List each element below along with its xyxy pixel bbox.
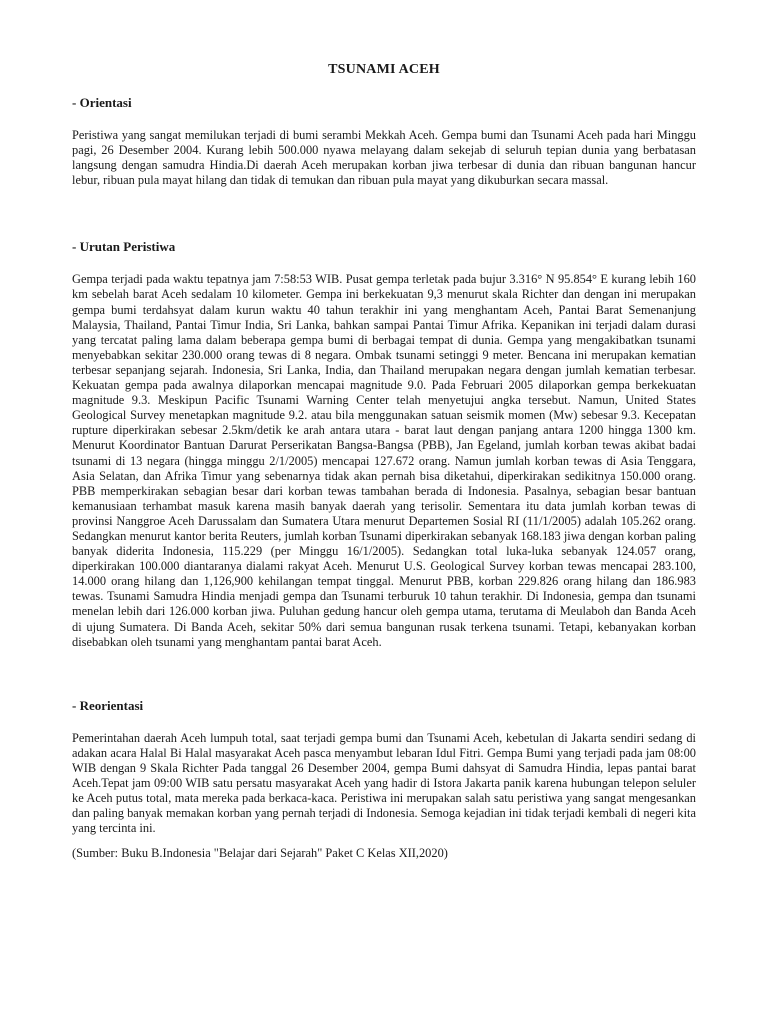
section-heading-reorientasi: - Reorientasi (72, 697, 144, 713)
section-spacer (72, 188, 696, 239)
document-title: TSUNAMI ACEH (328, 62, 440, 77)
section-spacer (72, 650, 696, 698)
section-reorientasi (72, 698, 696, 837)
source-citation: (Sumber: Buku B.Indonesia "Belajar dari Sejarah" Paket C Kelas XII,2020) (72, 846, 448, 861)
section-text-urutan-peristiwa: Gempa terjadi pada waktu tepatnya jam 7:58:53 WIB. Pusat gempa terletak pada bujur 3.316° N 95.854° E kurang lebih 160 km sebelah barat Aceh sedalam 10 kilometer. Gempa ini berkekuatan 9,3 menurut skala Richter dan dengan ini merupakan gempa bumi terdahsyat dalam kurun waktu 40 tahun terakhir ini yang menghantam Aceh, Pantai Barat Semenanjung Malaysia, Thailand, Pantai Timur India, Sri Lanka, bahkan sampai Pantai Timur Afrika. Kepanikan ini terjadi dalam durasi yang tercatat paling lama dalam beberapa gempa bumi di berbagai tempat di dunia. Gempa yang mengakibatkan tsunami menyebabkan sekitar 230.000 orang tewas di 8 negara. Ombak tsunami setinggi 9 meter. Bencana ini merupakan kematian terbesar sepanjang sejarah. Indonesia, Sri Lanka, India, dan Thailand merupakan negara dengan jumlah kematian terbesar. Kekuatan gempa pada awalnya dilaporkan mencapai magnitude 9.0. Pada Februari 2005 dilaporkan gempa berkekuatan magnitude 9.3. Meskipun Pacific Tsunami Warning Center telah menyetujui angka tersebut. Namun, United States Geological Survey menetapkan magnitude 9.2. atau bila menggunakan satuan seismik momen (Mw) sebesar 9.3. Kecepatan rupture diperkirakan sebesar 2.5km/detik ke arah antara utara - barat laut dengan panjang antara 1200 hingga 1300 km. Menurut Koordinator Bantuan Darurat Perserikatan Bangsa-Bangsa (PBB), Jan Egeland, jumlah korban tewas akibat badai tsunami di 13 negara (hingga minggu 2/1/2005) mencapai 127.672 orang. Namun jumlah korban tewas di Asia Tenggara, Asia Selatan, dan Afrika Timur yang sebenarnya tidak akan pernah bisa diketahui, diperkirakan sedikitnya 150.000 orang. PBB memperkirakan sebagian besar dari korban tewas tambahan berada di Indonesia. Pasalnya, sebagian besar bantuan kemanusiaan terhambat masuk karena masih banyak daerah yang terisolir. Sementara itu data jumlah korban tewas di provinsi Nanggroe Aceh Darussalam dan Sumatera Utara menurut Departemen Sosial RI (11/1/2005) adalah 105.262 orang. Sedangkan menurut kantor berita Reuters, jumlah korban Tsunami diperkirakan sebanyak 168.183 jiwa dengan korban paling banyak diderita Indonesia, 115.229 (per Minggu 16/1/2005). Sedangkan total luka-luka sebanyak 124.057 orang, diperkirakan 100.000 diantaranya dialami rakyat Aceh. Menurut U.S. Geological Survey korban tewas mencapai 283.100, 14.000 orang hilang dan 1,126,900 kehilangan tempat tinggal. Menurut PBB, korban 229.826 orang hilang dan 186.983 tewas. Tsunami Samudra Hindia menjadi gempa dan Tsunami terburuk 10 tahun terakhir. Di Indonesia, gempa dan tsunami menelan lebih dari 126.000 korban jiwa. Puluhan gedung hancur oleh gempa utama, terutama di Meulaboh dan Banda Aceh di ujung Sumatera. Di Banda Aceh, sekitar 50% dari semua bangunan rusak terkena tsunami. Tetapi, kebanyakan korban disebabkan oleh tsunami yang menghantam pantai barat Aceh. (72, 272, 696, 649)
section-text-orientasi: Peristiwa yang sangat memilukan terjadi di bumi serambi Mekkah Aceh. Gempa bumi dan Tsunami Aceh pada hari Minggu pagi, 26 Desember 2004. Kurang lebih 500.000 nyawa melayang dalam sekejab di seluruh tepian dunia yang berbatasan langsung dengan samudra Hindia.Di daerah Aceh merupakan korban jiwa terbesar di dunia dan ribuan bangunan hancur lebur, ribuan pula mayat hilang dan tidak di temukan dan ribuan pula mayat yang dikuburkan secara massal. (72, 128, 696, 188)
document-page (72, 62, 696, 861)
section-urutan-peristiwa (72, 239, 696, 649)
section-spacer (72, 836, 696, 846)
section-text-reorientasi: Pemerintahan daerah Aceh lumpuh total, saat terjadi gempa bumi dan Tsunami Aceh, kebetulan di Jakarta sendiri sedang di adakan acara Halal Bi Halal masyarakat Aceh pasca menyambut lebaran Idul Fitri. Gempa Bumi yang terjadi pada jam 08:00 WIB dengan 9 Skala Richter Pada tanggal 26 Desember 2004, gempa Bumi dahsyat di Samudra Hindia, lepas pantai barat Aceh.Tepat jam 09:00 WIB satu persatu masyarakat Aceh yang hadir di Istora Jakarta panik karena hubungan telepon seluler ke Aceh putus total, mata mereka pada berkaca-kaca. Peristiwa ini merupakan salah satu peristiwa yang sangat mengesankan dan paling banyak memakan korban yang pernah terjadi di Indonesia. Semoga kejadian ini tidak terjadi kembali di negeri kita yang tercinta ini. (72, 730, 696, 836)
section-heading-orientasi: - Orientasi (72, 95, 132, 110)
section-orientasi (72, 95, 696, 188)
section-heading-urutan-peristiwa: - Urutan Peristiwa (72, 239, 176, 255)
